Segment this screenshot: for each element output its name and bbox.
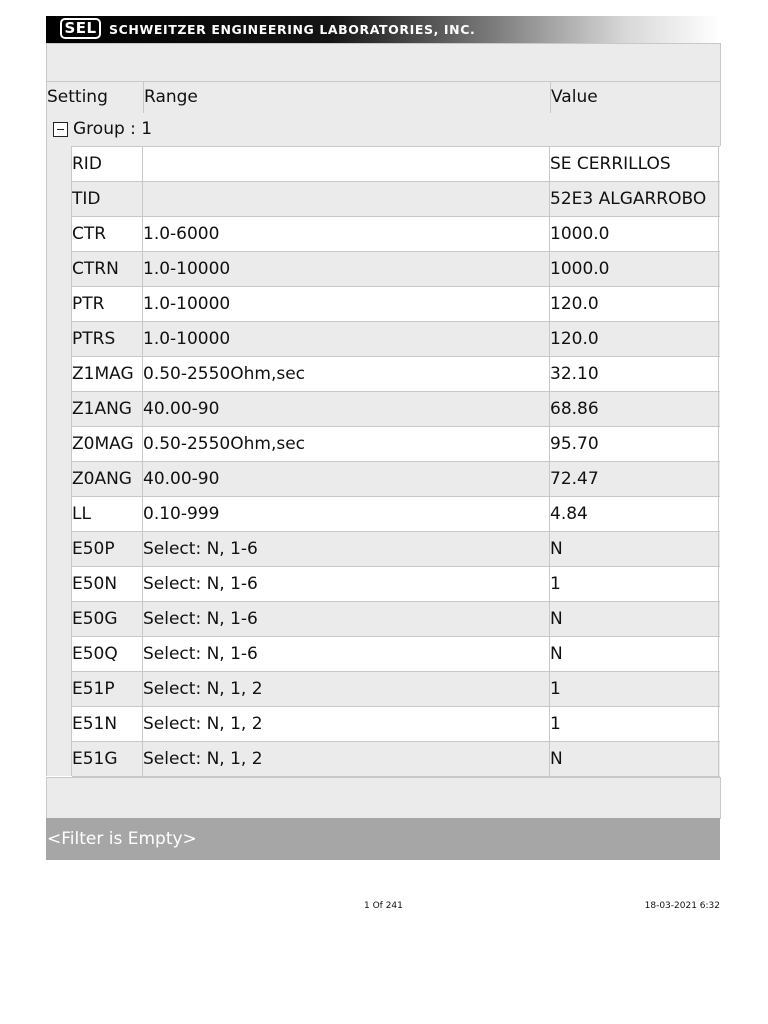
setting-cell: Z1MAG <box>72 364 134 384</box>
print-date: 18-03-2021 6:32 <box>644 901 720 911</box>
value-cell: N <box>550 644 563 664</box>
setting-cell: RID <box>72 154 102 174</box>
value-cell: 120.0 <box>550 294 599 314</box>
setting-cell: E51N <box>72 714 118 734</box>
collapse-minus-icon[interactable] <box>53 122 68 137</box>
range-cell: 1.0-10000 <box>143 329 231 349</box>
table-row[interactable] <box>72 531 720 566</box>
range-cell: Select: N, 1-6 <box>143 609 258 629</box>
table-footer <box>46 777 721 819</box>
value-cell: 1 <box>550 679 561 699</box>
range-cell: 0.50-2550Ohm,sec <box>143 364 306 384</box>
range-cell: 1.0-10000 <box>143 294 231 314</box>
range-cell: Select: N, 1-6 <box>143 574 258 594</box>
filter-bar[interactable] <box>46 818 720 860</box>
table-row[interactable] <box>72 636 720 671</box>
table-row[interactable] <box>72 146 720 181</box>
table-row[interactable] <box>72 566 720 601</box>
range-cell: Select: N, 1, 2 <box>143 749 263 769</box>
range-cell: 1.0-10000 <box>143 259 231 279</box>
setting-cell: E50G <box>72 609 118 629</box>
range-cell: Select: N, 1, 2 <box>143 714 263 734</box>
value-cell: 32.10 <box>550 364 599 384</box>
header-range[interactable]: Range <box>144 87 198 107</box>
setting-cell: LL <box>72 504 91 524</box>
header-value[interactable]: Value <box>551 87 598 107</box>
filter-status: <Filter is Empty> <box>47 829 197 849</box>
range-cell: 40.00-90 <box>143 469 220 489</box>
table-row[interactable] <box>72 356 720 391</box>
setting-cell: E50N <box>72 574 118 594</box>
table-row[interactable] <box>72 321 720 356</box>
company-banner <box>46 16 720 43</box>
setting-cell: E50Q <box>72 644 118 664</box>
value-cell: 1 <box>550 714 561 734</box>
page-number: 1 Of 241 <box>364 901 403 911</box>
group-label: Group : 1 <box>73 119 153 139</box>
settings-rows <box>72 146 720 777</box>
table-row[interactable] <box>72 461 720 496</box>
company-name: SCHWEITZER ENGINEERING LABORATORIES, INC. <box>109 22 476 37</box>
range-cell: 0.10-999 <box>143 504 220 524</box>
table-row[interactable] <box>72 496 720 531</box>
range-cell: 40.00-90 <box>143 399 220 419</box>
table-row[interactable] <box>72 216 720 251</box>
range-cell: Select: N, 1-6 <box>143 539 258 559</box>
value-cell: 120.0 <box>550 329 599 349</box>
setting-cell: PTR <box>72 294 105 314</box>
setting-cell: Z0MAG <box>72 434 134 454</box>
table-row[interactable] <box>72 671 720 706</box>
setting-cell: CTR <box>72 224 107 244</box>
value-cell: 72.47 <box>550 469 599 489</box>
value-cell: 1000.0 <box>550 224 610 244</box>
table-row[interactable] <box>72 741 720 777</box>
table-row[interactable] <box>72 181 720 216</box>
value-cell: 68.86 <box>550 399 599 419</box>
value-cell: N <box>550 539 563 559</box>
table-row[interactable] <box>72 286 720 321</box>
table-row[interactable] <box>72 391 720 426</box>
table-row[interactable] <box>72 706 720 741</box>
value-cell: N <box>550 609 563 629</box>
setting-cell: TID <box>72 189 101 209</box>
sel-logo: SEL <box>60 18 101 39</box>
value-cell: 1000.0 <box>550 259 610 279</box>
setting-cell: CTRN <box>72 259 119 279</box>
setting-cell: E50P <box>72 539 115 559</box>
table-row[interactable] <box>72 601 720 636</box>
range-cell: Select: N, 1, 2 <box>143 679 263 699</box>
setting-cell: E51G <box>72 749 118 769</box>
tree-indent <box>46 146 72 776</box>
value-cell: 95.70 <box>550 434 599 454</box>
range-cell <box>143 182 549 216</box>
setting-cell: Z1ANG <box>72 399 132 419</box>
setting-cell: PTRS <box>72 329 116 349</box>
header-setting[interactable]: Setting <box>47 87 108 107</box>
value-cell: SE CERRILLOS <box>550 154 671 174</box>
value-cell: N <box>550 749 563 769</box>
range-cell: 1.0-6000 <box>143 224 220 244</box>
table-row[interactable] <box>72 426 720 461</box>
range-cell: Select: N, 1-6 <box>143 644 258 664</box>
table-row[interactable] <box>72 251 720 286</box>
group-row <box>46 113 721 146</box>
value-cell: 4.84 <box>550 504 588 524</box>
value-cell: 1 <box>550 574 561 594</box>
value-cell: 52E3 ALGARROBO <box>550 189 707 209</box>
setting-cell: E51P <box>72 679 115 699</box>
range-cell <box>143 147 549 181</box>
table-header <box>46 81 721 114</box>
range-cell: 0.50-2550Ohm,sec <box>143 434 306 454</box>
toolbar-area <box>46 43 721 81</box>
setting-cell: Z0ANG <box>72 469 132 489</box>
